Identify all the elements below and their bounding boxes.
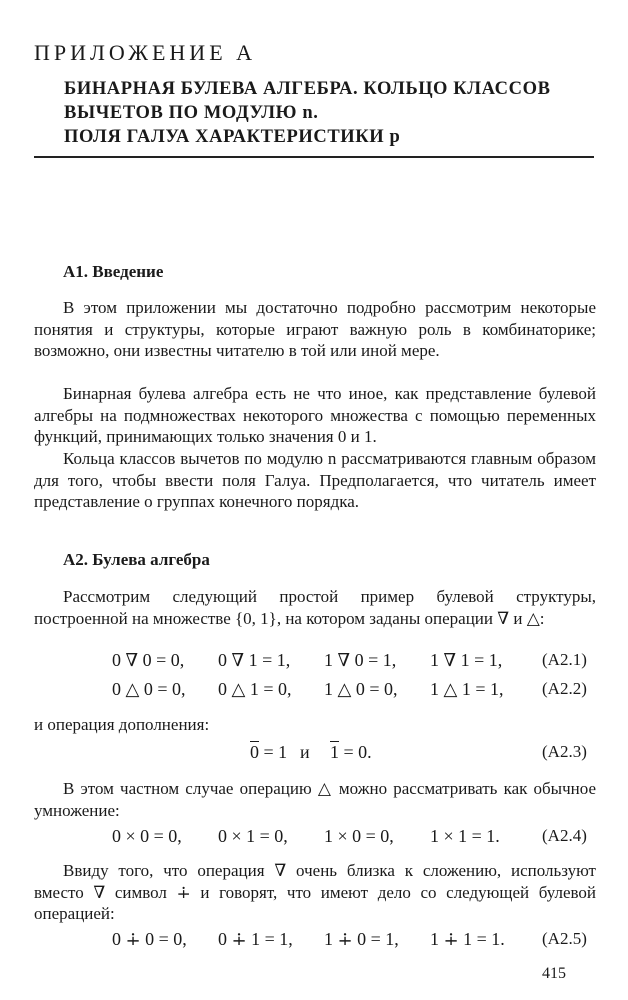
- appendix-title: [64, 77, 604, 149]
- equation-number: (A2.3): [542, 742, 587, 761]
- eq-term: 0 △ 0 = 0,: [112, 679, 186, 699]
- equation-number: (A2.1): [542, 650, 587, 669]
- equation-a2-3: [0, 742, 628, 768]
- paragraph-intro-2: Бинарная булева алгебра есть не что иное, как представление булевой алгебры на подмножествах некоторого множества с помощью переменных функций, принимающих только значения 0 и 1.: [34, 384, 596, 446]
- paragraph-intro-3: Кольца классов вычетов по модулю n рассматриваются главным образом для того, чтобы ввести поля Галуа. Предполагается, что читатель имеет представление о группах конечного порядка.: [34, 449, 596, 511]
- eq-term: 0 ∇ 1 = 1,: [218, 650, 291, 670]
- equation-a2-2: [0, 679, 628, 705]
- eq-term: 1 △ 0 = 0,: [324, 679, 398, 699]
- eq-term: 0 × 0 = 0,: [112, 826, 182, 846]
- eq-term: 0 ∇ 0 = 0,: [112, 650, 185, 670]
- eq-conjunction: и: [300, 742, 310, 762]
- eq-term: 1 ∔ 0 = 1,: [324, 929, 399, 949]
- paragraph-addition: Ввиду того, что операция ∇ очень близка к сложению, используют вместо ∇ символ ∔ и говорят, что имеют дело со следующей булевой операцией:: [34, 861, 596, 923]
- eq-term: 1 ∇ 1 = 1,: [430, 650, 503, 670]
- eq-term: [330, 742, 372, 763]
- title-line-1: БИНАРНАЯ БУЛЕВА АЛГЕБРА. КОЛЬЦО КЛАССОВ: [64, 79, 551, 99]
- title-line-3: ПОЛЯ ГАЛУА ХАРАКТЕРИСТИКИ p: [64, 127, 401, 147]
- eq-term: 1 △ 1 = 1,: [430, 679, 504, 699]
- equation-number: (A2.2): [542, 679, 587, 698]
- paragraph-boolean-intro: Рассмотрим следующий простой пример булевой структуры, построенной на множестве {0, 1}, на котором заданы операции ∇ и △:: [34, 587, 596, 628]
- eq-term: 0 ∔ 1 = 1,: [218, 929, 293, 949]
- equation-a2-1: [0, 650, 628, 676]
- eq-term: 1 ∔ 1 = 1.: [430, 929, 505, 949]
- eq-term-rest: = 1: [259, 742, 288, 762]
- eq-term: 1 × 0 = 0,: [324, 826, 394, 846]
- paragraph-complement: и операция дополнения:: [34, 715, 210, 734]
- eq-term: 0 × 1 = 0,: [218, 826, 288, 846]
- overlined-digit: 0: [250, 742, 259, 762]
- section-heading-a1: A1. Введение: [63, 262, 164, 281]
- eq-term: 1 × 1 = 1.: [430, 826, 500, 846]
- appendix-label: ПРИЛОЖЕНИЕ А: [34, 40, 257, 65]
- equation-number: (A2.5): [542, 929, 587, 948]
- eq-term: [250, 742, 287, 763]
- equation-a2-4: [0, 826, 628, 852]
- equation-number: (A2.4): [542, 826, 587, 845]
- title-line-2: ВЫЧЕТОВ ПО МОДУЛЮ n.: [64, 103, 319, 123]
- section-heading-a2: A2. Булева алгебра: [63, 550, 210, 569]
- overlined-digit: 1: [330, 742, 339, 762]
- page-number: 415: [542, 965, 566, 982]
- eq-term-rest: = 0.: [339, 742, 372, 762]
- paragraph-multiplication: В этом частном случае операцию △ можно рассматривать как обычное умножение:: [34, 779, 596, 820]
- eq-term: 0 △ 1 = 0,: [218, 679, 292, 699]
- eq-term: 0 ∔ 0 = 0,: [112, 929, 187, 949]
- equation-a2-5: [0, 929, 628, 955]
- eq-term: 1 ∇ 0 = 1,: [324, 650, 397, 670]
- title-divider: [34, 156, 594, 158]
- paragraph-intro-1: В этом приложении мы достаточно подробно рассмотрим некоторые понятия и структуры, которые играют важную роль в комбинаторике; возможно, они известны читателю в той или иной мере.: [34, 298, 596, 360]
